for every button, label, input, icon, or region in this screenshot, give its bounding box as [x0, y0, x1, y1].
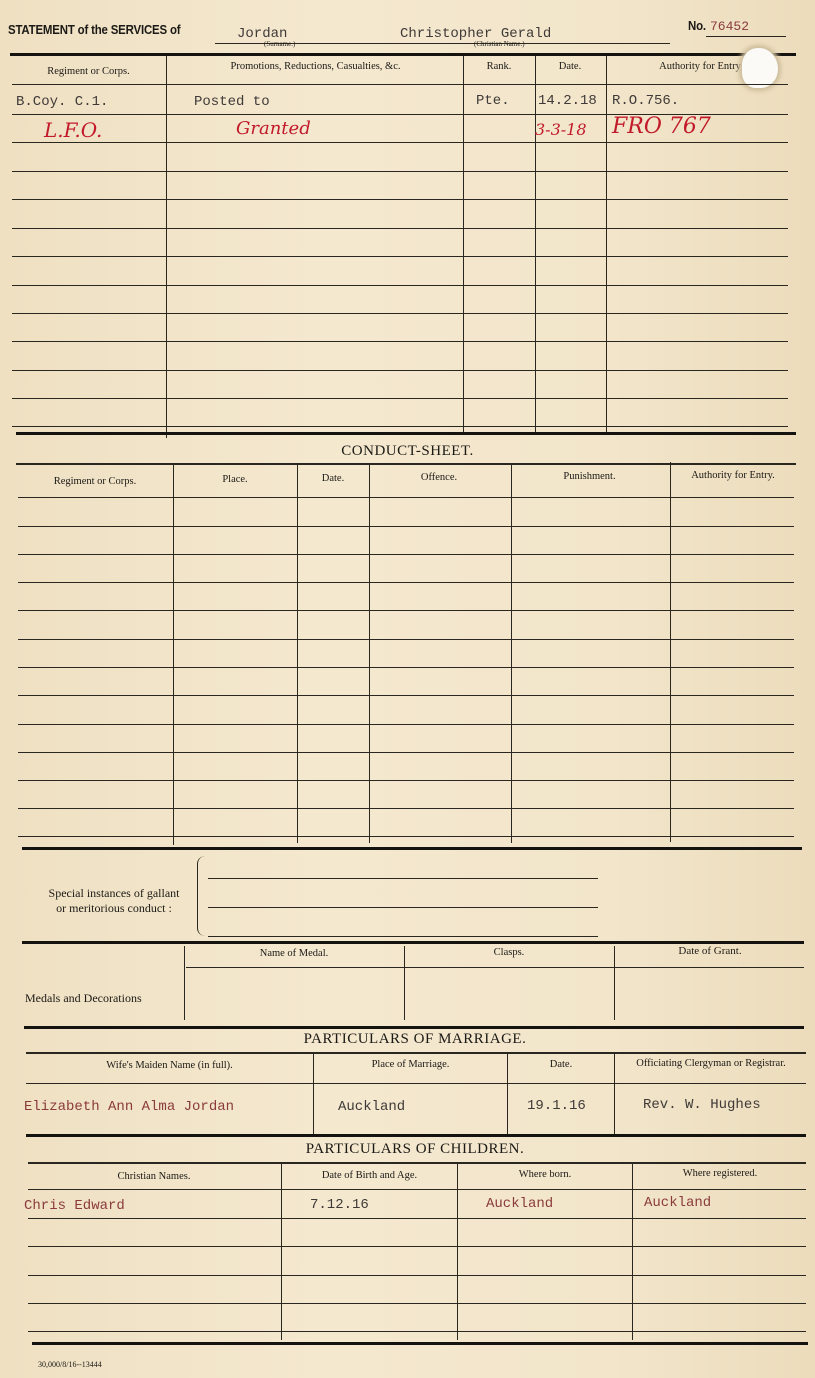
service-row-1-authority: R.O.756.	[612, 93, 680, 109]
gallant-line[interactable]	[208, 936, 598, 937]
service-col-authority: Authority for Entry	[659, 61, 741, 72]
conduct-header-rule	[16, 463, 796, 465]
marriage-wife-value: Elizabeth Ann Alma Jordan	[24, 1099, 235, 1115]
children-row-rule	[28, 1303, 806, 1304]
marriage-col-place: Place of Marriage.	[371, 1059, 450, 1070]
marriage-col-date: Date.	[549, 1059, 573, 1070]
service-row-rule	[12, 199, 788, 200]
marriage-top-rule	[24, 1026, 804, 1029]
service-row-rule	[12, 313, 788, 314]
conduct-row-rule	[18, 724, 794, 725]
medals-col-clasps: Clasps.	[493, 947, 525, 958]
conduct-divider	[173, 465, 174, 845]
print-code: 30,000/8/16--13444	[38, 1360, 102, 1369]
children-row-rule	[28, 1218, 806, 1219]
child-1-dob: 7.12.16	[310, 1197, 369, 1213]
children-top-rule	[26, 1134, 806, 1137]
gallant-label	[24, 886, 204, 916]
marriage-col-clergyman: Officiating Clergyman or Registrar.	[636, 1058, 786, 1069]
form-title: STATEMENT of the SERVICES of	[8, 22, 181, 37]
marriage-col-wife: Wife's Maiden Name (in full).	[106, 1060, 233, 1071]
punch-hole	[742, 48, 778, 88]
christian-name-caption: (Christian Name.)	[474, 40, 525, 48]
service-col-promotions: Promotions, Reductions, Casualties, &c.	[230, 61, 401, 72]
conduct-divider	[511, 465, 512, 843]
service-row-rule	[12, 341, 788, 342]
children-row-rule	[28, 1189, 806, 1190]
children-col-registered: Where registered.	[682, 1168, 758, 1179]
marriage-title: PARTICULARS OF MARRIAGE.	[303, 1031, 527, 1047]
gallant-line[interactable]	[208, 907, 598, 908]
service-row-rule	[12, 228, 788, 229]
conduct-row-rule	[18, 582, 794, 583]
service-divider	[535, 56, 536, 432]
marriage-clergyman-value: Rev. W. Hughes	[643, 1097, 761, 1113]
service-row-rule	[12, 426, 788, 427]
service-row-2-promotion: Granted	[236, 118, 311, 139]
conduct-row-rule	[18, 554, 794, 555]
service-row-2-authority: FRO 767	[612, 114, 711, 139]
medals-col-date: Date of Grant.	[678, 945, 742, 957]
conduct-row-rule	[18, 497, 794, 498]
conduct-row-rule	[18, 752, 794, 753]
gallant-label-line-2: or meritorious conduct :	[56, 901, 172, 915]
conduct-col-punishment: Punishment.	[563, 471, 616, 482]
gallant-brace	[197, 856, 206, 936]
conduct-row-rule	[18, 610, 794, 611]
service-row-rule	[12, 370, 788, 371]
conduct-row-rule	[18, 526, 794, 527]
children-header-rule	[28, 1162, 806, 1164]
service-col-rank: Rank.	[486, 61, 512, 72]
surname-caption: (Surname.)	[264, 40, 296, 48]
children-col-born: Where born.	[518, 1169, 572, 1180]
service-col-date: Date.	[558, 61, 582, 72]
conduct-row-rule	[18, 780, 794, 781]
marriage-date-value: 19.1.16	[527, 1098, 586, 1114]
service-col-regiment: Regiment or Corps.	[47, 66, 130, 77]
children-col-names: Christian Names.	[117, 1171, 191, 1182]
conduct-col-date: Date.	[321, 473, 345, 484]
conduct-row-rule	[18, 808, 794, 809]
conduct-divider	[670, 462, 671, 842]
gallant-top-rule	[22, 847, 802, 850]
gallant-label-line-1: Special instances of gallant	[48, 886, 180, 900]
conduct-row-rule	[18, 667, 794, 668]
service-row-2-regiment: L.F.O.	[44, 118, 103, 142]
medals-label: Medals and Decorations	[25, 991, 142, 1005]
marriage-row-rule	[26, 1083, 806, 1084]
service-row-1-regiment: B.Coy. C.1.	[16, 94, 109, 110]
service-row-rule	[12, 142, 788, 143]
christian-name-value: Christopher Gerald	[400, 26, 552, 42]
medals-col-name: Name of Medal.	[259, 948, 329, 959]
children-row-rule	[28, 1331, 806, 1332]
marriage-header-rule	[26, 1052, 806, 1054]
service-row-1-promotion: Posted to	[194, 94, 270, 110]
medals-divider	[614, 946, 615, 1020]
number-label: No.	[688, 18, 706, 33]
service-row-2-date: 3-3-18	[535, 120, 587, 139]
marriage-place-value: Auckland	[338, 1099, 406, 1115]
service-row-rule	[12, 398, 788, 399]
conduct-col-authority: Authority for Entry.	[691, 470, 775, 481]
service-row-rule	[12, 84, 788, 85]
children-row-rule	[28, 1275, 806, 1276]
children-bottom-rule	[32, 1342, 808, 1345]
number-underline	[706, 36, 786, 37]
child-1-name: Chris Edward	[24, 1198, 125, 1214]
conduct-row-rule	[18, 695, 794, 696]
conduct-row-rule	[18, 836, 794, 837]
service-row-1-rank: Pte.	[476, 93, 510, 109]
conduct-top-rule	[16, 432, 796, 435]
children-divider	[281, 1164, 282, 1340]
service-row-1-date: 14.2.18	[538, 93, 597, 109]
children-col-dob: Date of Birth and Age.	[321, 1170, 418, 1181]
conduct-col-offence: Offence.	[420, 472, 458, 483]
service-row-rule	[12, 171, 788, 172]
service-row-rule	[12, 256, 788, 257]
surname-value: Jordan	[237, 26, 288, 42]
children-title: PARTICULARS OF CHILDREN.	[305, 1141, 525, 1157]
children-row-rule	[28, 1246, 806, 1247]
medals-top-rule	[22, 941, 804, 944]
conduct-col-regiment: Regiment or Corps.	[53, 476, 137, 487]
service-divider	[463, 56, 464, 434]
conduct-divider	[369, 465, 370, 843]
child-1-born: Auckland	[486, 1196, 554, 1212]
number-value: 76452	[710, 19, 750, 34]
service-divider	[606, 56, 607, 432]
child-1-registered: Auckland	[644, 1195, 712, 1211]
gallant-line[interactable]	[208, 878, 598, 879]
service-top-rule	[10, 53, 796, 56]
service-row-rule	[12, 285, 788, 286]
conduct-divider	[297, 465, 298, 843]
conduct-col-place: Place.	[222, 474, 248, 485]
medals-header-rule	[186, 967, 804, 968]
conduct-title: CONDUCT-SHEET.	[341, 443, 474, 459]
conduct-row-rule	[18, 639, 794, 640]
